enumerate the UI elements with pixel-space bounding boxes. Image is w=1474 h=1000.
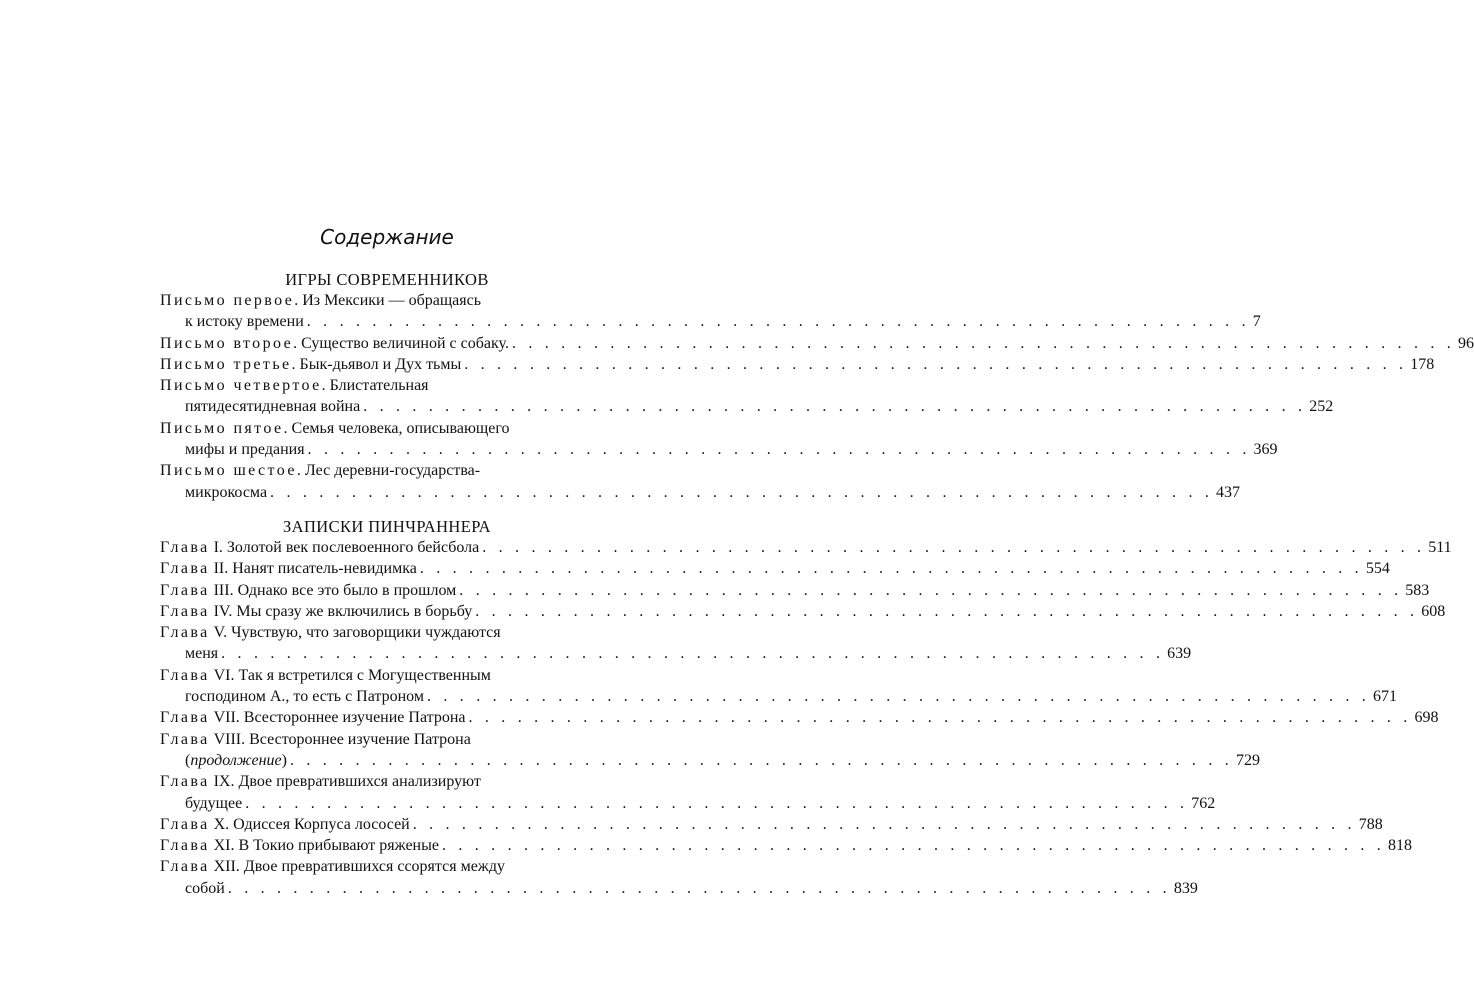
- entry-title-cont: микрокосма: [185, 483, 268, 501]
- entry-label: Письмо пятое: [160, 419, 284, 437]
- entry-label: Письмо шестое: [160, 462, 297, 480]
- page-number: 671: [1373, 688, 1397, 706]
- dot-leader: . . . . . . . . . . . . . . . . . . . . . . . . . . . . . . . . . . . . . . . . . . . . . . . . . . . . . . . . . .: [270, 483, 1214, 501]
- page-number: 7: [1252, 313, 1261, 331]
- entry-label: Глава: [160, 858, 210, 876]
- toc-entry[interactable]: Глава IX. Двое превратившихся анализируют будущее . . . . . . . . . . . . . . . . . . . . . . . . . . . . . . . . . . . . . . . . . . . . . . . . . . . . . . . . . . 762: [160, 771, 590, 814]
- dot-leader: . . . . . . . . . . . . . . . . . . . . . . . . . . . . . . . . . . . . . . . . . . . . . . . . . . . . . . . . . .: [289, 751, 1233, 769]
- entry-label: Глава: [160, 581, 210, 599]
- entry-title: Одиссея Корпуса лососей: [233, 815, 410, 833]
- toc-entry[interactable]: Глава XI. В Токио прибывают ряженые . . . . . . . . . . . . . . . . . . . . . . . . . . . . . . . . . . . . . . . . . . . . . . . . . . . . . . . . . . 818: [160, 835, 590, 856]
- page-number: 511: [1428, 538, 1452, 556]
- entry-title: Однако все это было в прошлом: [237, 581, 457, 599]
- toc-entry[interactable]: Письмо третье. Бык-дьявол и Дух тьмы . . . . . . . . . . . . . . . . . . . . . . . . . . . . . . . . . . . . . . . . . . . . . . . . . . . . . . . . . . 178: [160, 354, 590, 375]
- dot-leader: . . . . . . . . . . . . . . . . . . . . . . . . . . . . . . . . . . . . . . . . . . . . . . . . . . . . . . . . . .: [475, 602, 1419, 620]
- page-number: 252: [1309, 398, 1334, 416]
- entry-title: Двое превратившихся анализируют: [238, 773, 481, 791]
- section-heading: ИГРЫ СОВРЕМЕННИКОВ: [285, 270, 489, 289]
- page-number: 583: [1405, 581, 1430, 599]
- entry-title: Всестороннее изучение Патрона: [249, 730, 471, 748]
- dot-leader: . . . . . . . . . . . . . . . . . . . . . . . . . . . . . . . . . . . . . . . . . . . . . . . . . . . . . . . . . .: [419, 560, 1363, 578]
- entry-title: Лес деревни-государства-: [304, 462, 481, 480]
- toc-entry[interactable]: Письмо второе. Существо величиной с собаку. . . . . . . . . . . . . . . . . . . . . . . . . . . . . . . . . . . . . . . . . . . . . . . . . . . . . . . . . . . 96: [160, 333, 590, 354]
- page-number: 762: [1191, 794, 1216, 812]
- entry-title: Из Мексики — обращаясь: [302, 292, 482, 309]
- dot-leader: . . . . . . . . . . . . . . . . . . . . . . . . . . . . . . . . . . . . . . . . . . . . . . . . . . . . . . . . . .: [468, 709, 1412, 727]
- entry-title: Существо величиной с собаку.: [301, 334, 509, 352]
- entry-title: Всестороннее изучение Патрона: [243, 709, 466, 727]
- entry-label: Глава: [160, 538, 210, 556]
- dot-leader: . . . . . . . . . . . . . . . . . . . . . . . . . . . . . . . . . . . . . . . . . . . . . . . . . . . . . . . . . .: [412, 815, 1356, 833]
- entry-title: Так я встретился с Могущественным: [238, 666, 491, 684]
- toc-entry[interactable]: Глава VII. Всестороннее изучение Патрона . . . . . . . . . . . . . . . . . . . . . . . . . . . . . . . . . . . . . . . . . . . . . . . . . . . . . . . . . . 698: [160, 707, 590, 728]
- dot-leader: . . . . . . . . . . . . . . . . . . . . . . . . . . . . . . . . . . . . . . . . . . . . . . . . . . . . . . . . . .: [482, 538, 1426, 556]
- entry-label: Глава: [160, 560, 210, 578]
- entry-title: Бык-дьявол и Дух тьмы: [299, 355, 462, 373]
- toc-entry[interactable]: Письмо первое. Из Мексики — обращаясь к истоку времени . . . . . . . . . . . . . . . . . . . . . . . . . . . . . . . . . . . . . . . . . . . . . . . . . . . . . . . . . . 7: [160, 290, 590, 333]
- entry-title-cont: будущее: [185, 794, 243, 812]
- dot-leader: . . . . . . . . . . . . . . . . . . . . . . . . . . . . . . . . . . . . . . . . . . . . . . . . . . . . . . . . . .: [306, 313, 1250, 331]
- dot-leader: . . . . . . . . . . . . . . . . . . . . . . . . . . . . . . . . . . . . . . . . . . . . . . . . . . . . . . . . . .: [511, 334, 1455, 352]
- dot-leader: . . . . . . . . . . . . . . . . . . . . . . . . . . . . . . . . . . . . . . . . . . . . . . . . . . . . . . . . . .: [307, 441, 1251, 459]
- page-number: 554: [1365, 560, 1390, 578]
- entry-title-cont: собой: [185, 879, 225, 897]
- toc-entry[interactable]: Глава X. Одиссея Корпуса лососей . . . . . . . . . . . . . . . . . . . . . . . . . . . . . . . . . . . . . . . . . . . . . . . . . . . . . . . . . . 788: [160, 814, 590, 835]
- entry-title-cont: (продолжение): [185, 751, 287, 769]
- page-number: 178: [1410, 355, 1435, 373]
- entry-label: Глава: [160, 624, 210, 642]
- page-number: 839: [1173, 879, 1198, 897]
- page-title: Содержание: [320, 225, 454, 249]
- table-of-contents: [160, 222, 1474, 899]
- entry-title: В Токио прибывают ряженые: [238, 837, 439, 855]
- entry-label: Глава: [160, 709, 210, 727]
- page-number: 729: [1235, 751, 1260, 769]
- entry-title-cont: мифы и предания: [185, 441, 305, 459]
- entry-title: Семья человека, описывающего: [291, 419, 510, 437]
- entry-title: Блистательная: [329, 377, 429, 395]
- toc-entry[interactable]: Письмо пятое. Семья человека, описывающего мифы и предания . . . . . . . . . . . . . . . . . . . . . . . . . . . . . . . . . . . . . . . . . . . . . . . . . . . . . . . . . . 369: [160, 418, 590, 461]
- entry-label: Глава: [160, 773, 210, 791]
- entry-title: Чувствую, что заговорщики чуждаются: [231, 624, 501, 642]
- dot-leader: . . . . . . . . . . . . . . . . . . . . . . . . . . . . . . . . . . . . . . . . . . . . . . . . . . . . . . . . . .: [459, 581, 1403, 599]
- page-number: 369: [1253, 441, 1278, 459]
- entry-title-cont: к истоку времени: [185, 313, 304, 331]
- dot-leader: . . . . . . . . . . . . . . . . . . . . . . . . . . . . . . . . . . . . . . . . . . . . . . . . . . . . . . . . . .: [363, 398, 1307, 416]
- section-pinch-runner-notes: [160, 516, 1452, 899]
- section-games-contemporaries: [160, 270, 1474, 503]
- entry-title-cont: меня: [185, 645, 219, 663]
- entry-title-cont: пятидесятидневная война: [185, 398, 361, 416]
- dot-leader: . . . . . . . . . . . . . . . . . . . . . . . . . . . . . . . . . . . . . . . . . . . . . . . . . . . . . . . . . .: [441, 837, 1385, 855]
- dot-leader: . . . . . . . . . . . . . . . . . . . . . . . . . . . . . . . . . . . . . . . . . . . . . . . . . . . . . . . . . .: [221, 645, 1165, 663]
- page-number: 608: [1421, 602, 1446, 620]
- page-number: 818: [1387, 837, 1412, 855]
- entry-label: Глава: [160, 815, 210, 833]
- entry-label: Письмо первое: [160, 292, 295, 309]
- toc-entry[interactable]: Письмо четвертое. Блистательная пятидесятидневная война . . . . . . . . . . . . . . . . . . . . . . . . . . . . . . . . . . . . . . . . . . . . . . . . . . . . . . . . . . 252: [160, 375, 590, 418]
- toc-entry[interactable]: Глава I. Золотой век послевоенного бейсбола . . . . . . . . . . . . . . . . . . . . . . . . . . . . . . . . . . . . . . . . . . . . . . . . . . . . . . . . . . 511: [160, 537, 590, 558]
- dot-leader: . . . . . . . . . . . . . . . . . . . . . . . . . . . . . . . . . . . . . . . . . . . . . . . . . . . . . . . . . .: [427, 688, 1370, 706]
- entry-title: Золотой век послевоенного бейсбола: [226, 538, 480, 556]
- section-heading: ЗАПИСКИ ПИНЧРАННЕРА: [282, 516, 491, 536]
- toc-entry[interactable]: Глава VI. Так я встретился с Могущественным господином А., то есть с Патроном . . . . . . . . . . . . . . . . . . . . . . . . . . . . . . . . . . . . . . . . . . . . . . . . . . . . . . . . . . 671: [160, 665, 590, 708]
- entry-label: Глава: [160, 730, 210, 748]
- dot-leader: . . . . . . . . . . . . . . . . . . . . . . . . . . . . . . . . . . . . . . . . . . . . . . . . . . . . . . . . . .: [464, 355, 1408, 373]
- toc-entry[interactable]: Глава XII. Двое превратившихся ссорятся между собой . . . . . . . . . . . . . . . . . . . . . . . . . . . . . . . . . . . . . . . . . . . . . . . . . . . . . . . . . . 839: [160, 856, 590, 899]
- page-number: 698: [1414, 709, 1439, 727]
- entry-label: Глава: [160, 666, 210, 684]
- entry-label: Письмо третье: [160, 355, 292, 373]
- entry-label: Письмо четвертое: [160, 377, 322, 395]
- dot-leader: . . . . . . . . . . . . . . . . . . . . . . . . . . . . . . . . . . . . . . . . . . . . . . . . . . . . . . . . . .: [245, 794, 1189, 812]
- toc-entry[interactable]: Глава II. Нанят писатель-невидимка . . . . . . . . . . . . . . . . . . . . . . . . . . . . . . . . . . . . . . . . . . . . . . . . . . . . . . . . . . 554: [160, 558, 590, 579]
- entry-label: Письмо второе: [160, 334, 294, 352]
- toc-entry[interactable]: Письмо шестое. Лес деревни-государства- микрокосма . . . . . . . . . . . . . . . . . . . . . . . . . . . . . . . . . . . . . . . . . . . . . . . . . . . . . . . . . . 437: [160, 460, 590, 503]
- entry-title-cont: господином А., то есть с Патроном: [185, 688, 424, 706]
- toc-entry[interactable]: Глава VIII. Всестороннее изучение Патрона (продолжение) . . . . . . . . . . . . . . . . . . . . . . . . . . . . . . . . . . . . . . . . . . . . . . . . . . . . . . . . . . 729: [160, 729, 590, 772]
- entry-title: Мы сразу же включились в борьбу: [236, 602, 473, 620]
- toc-entry[interactable]: Глава IV. Мы сразу же включились в борьбу . . . . . . . . . . . . . . . . . . . . . . . . . . . . . . . . . . . . . . . . . . . . . . . . . . . . . . . . . . 608: [160, 601, 590, 622]
- dot-leader: . . . . . . . . . . . . . . . . . . . . . . . . . . . . . . . . . . . . . . . . . . . . . . . . . . . . . . . . . .: [227, 879, 1171, 897]
- page-number: 788: [1358, 815, 1383, 833]
- entry-title: Двое превратившихся ссорятся между: [243, 858, 505, 876]
- page-number: 96: [1457, 334, 1474, 352]
- page-number: 639: [1167, 645, 1192, 663]
- toc-entry[interactable]: Глава III. Однако все это было в прошлом . . . . . . . . . . . . . . . . . . . . . . . . . . . . . . . . . . . . . . . . . . . . . . . . . . . . . . . . . . 583: [160, 580, 590, 601]
- toc-entry[interactable]: Глава V. Чувствую, что заговорщики чуждаются меня . . . . . . . . . . . . . . . . . . . . . . . . . . . . . . . . . . . . . . . . . . . . . . . . . . . . . . . . . . 639: [160, 622, 590, 665]
- entry-label: Глава: [160, 837, 210, 855]
- entry-title: Нанят писатель-невидимка: [232, 560, 417, 578]
- page-number: 437: [1216, 483, 1241, 501]
- entry-label: Глава: [160, 602, 210, 620]
